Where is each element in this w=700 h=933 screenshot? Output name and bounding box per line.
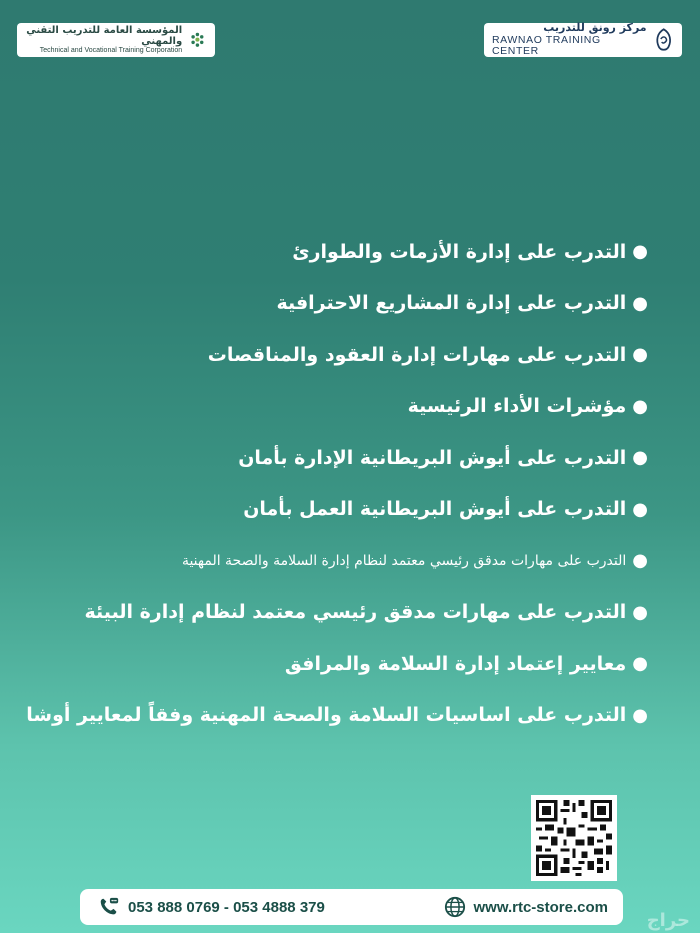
globe-icon xyxy=(444,896,466,918)
course-item xyxy=(60,535,648,587)
bullet-icon: ● xyxy=(632,395,648,417)
tvtc-logo-text xyxy=(25,25,182,55)
bullet-icon: ● xyxy=(632,704,648,726)
contact-bar xyxy=(80,889,623,925)
course-list xyxy=(26,226,648,741)
course-item xyxy=(60,587,648,639)
tvtc-name-en: Technical and Vocational Training Corporation xyxy=(39,47,183,55)
bullet-icon: ● xyxy=(632,550,648,572)
rawnaq-logo-text xyxy=(492,22,647,57)
bullet-icon: ● xyxy=(632,292,648,314)
course-item xyxy=(60,638,648,690)
course-label: التدرب على اساسيات السلامة والصحة المهنية وفقاً لمعايير أوشا xyxy=(26,704,627,727)
course-label: مؤشرات الأداء الرئيسية xyxy=(407,395,627,418)
website-link[interactable]: www.rtc-store.com xyxy=(473,898,608,916)
bullet-icon: ● xyxy=(632,241,648,263)
phone-numbers[interactable]: 053 888 0769 - 053 4888 379 xyxy=(128,898,325,916)
rawnaq-name-ar: مركز رونق للتدريب xyxy=(543,21,647,35)
bullet-icon: ● xyxy=(632,653,648,675)
qr-code-icon xyxy=(536,800,612,876)
course-item xyxy=(60,329,648,381)
bullet-icon: ● xyxy=(632,344,648,366)
course-label: التدرب على أيوش البريطانية الإدارة بأمان xyxy=(238,446,627,469)
course-label: التدرب على مهارات مدقق رئيسي معتمد لنظام إدارة السلامة والصحة المهنية xyxy=(181,552,627,569)
bullet-icon: ● xyxy=(632,601,648,623)
course-item xyxy=(60,432,648,484)
course-label: التدرب على إدارة المشاريع الاحترافية xyxy=(276,292,627,315)
website-group xyxy=(444,896,608,918)
tvtc-logo xyxy=(17,23,215,57)
course-item xyxy=(60,484,648,536)
course-item xyxy=(60,278,648,330)
rawnaq-name-en: RAWNAO TRAINING CENTER xyxy=(492,33,601,58)
haraj-watermark: حراج xyxy=(646,910,690,931)
course-item xyxy=(60,381,648,433)
course-item xyxy=(60,226,648,278)
course-label: التدرب على إدارة الأزمات والطوارئ xyxy=(292,240,627,263)
course-label: التدرب على مهارات إدارة العقود والمناقصات xyxy=(207,343,627,366)
qr-code xyxy=(531,795,617,881)
phone-chat-icon xyxy=(98,896,120,918)
bullet-icon: ● xyxy=(632,498,648,520)
tvtc-name-ar: المؤسسة العامة للتدريب التقني والمهني xyxy=(26,25,183,48)
rawnaq-emblem-icon xyxy=(653,27,674,53)
rawnaq-logo xyxy=(484,23,682,57)
phone-group xyxy=(98,896,325,918)
course-label: التدرب على مهارات مدقق رئيسي معتمد لنظام إدارة البيئة xyxy=(84,601,627,624)
bullet-icon: ● xyxy=(632,447,648,469)
course-item xyxy=(26,690,648,742)
tvtc-emblem-icon xyxy=(188,28,207,52)
course-label: معايير إعتماد إدارة السلامة والمرافق xyxy=(284,652,627,675)
course-label: التدرب على أيوش البريطانية العمل بأمان xyxy=(243,498,627,521)
